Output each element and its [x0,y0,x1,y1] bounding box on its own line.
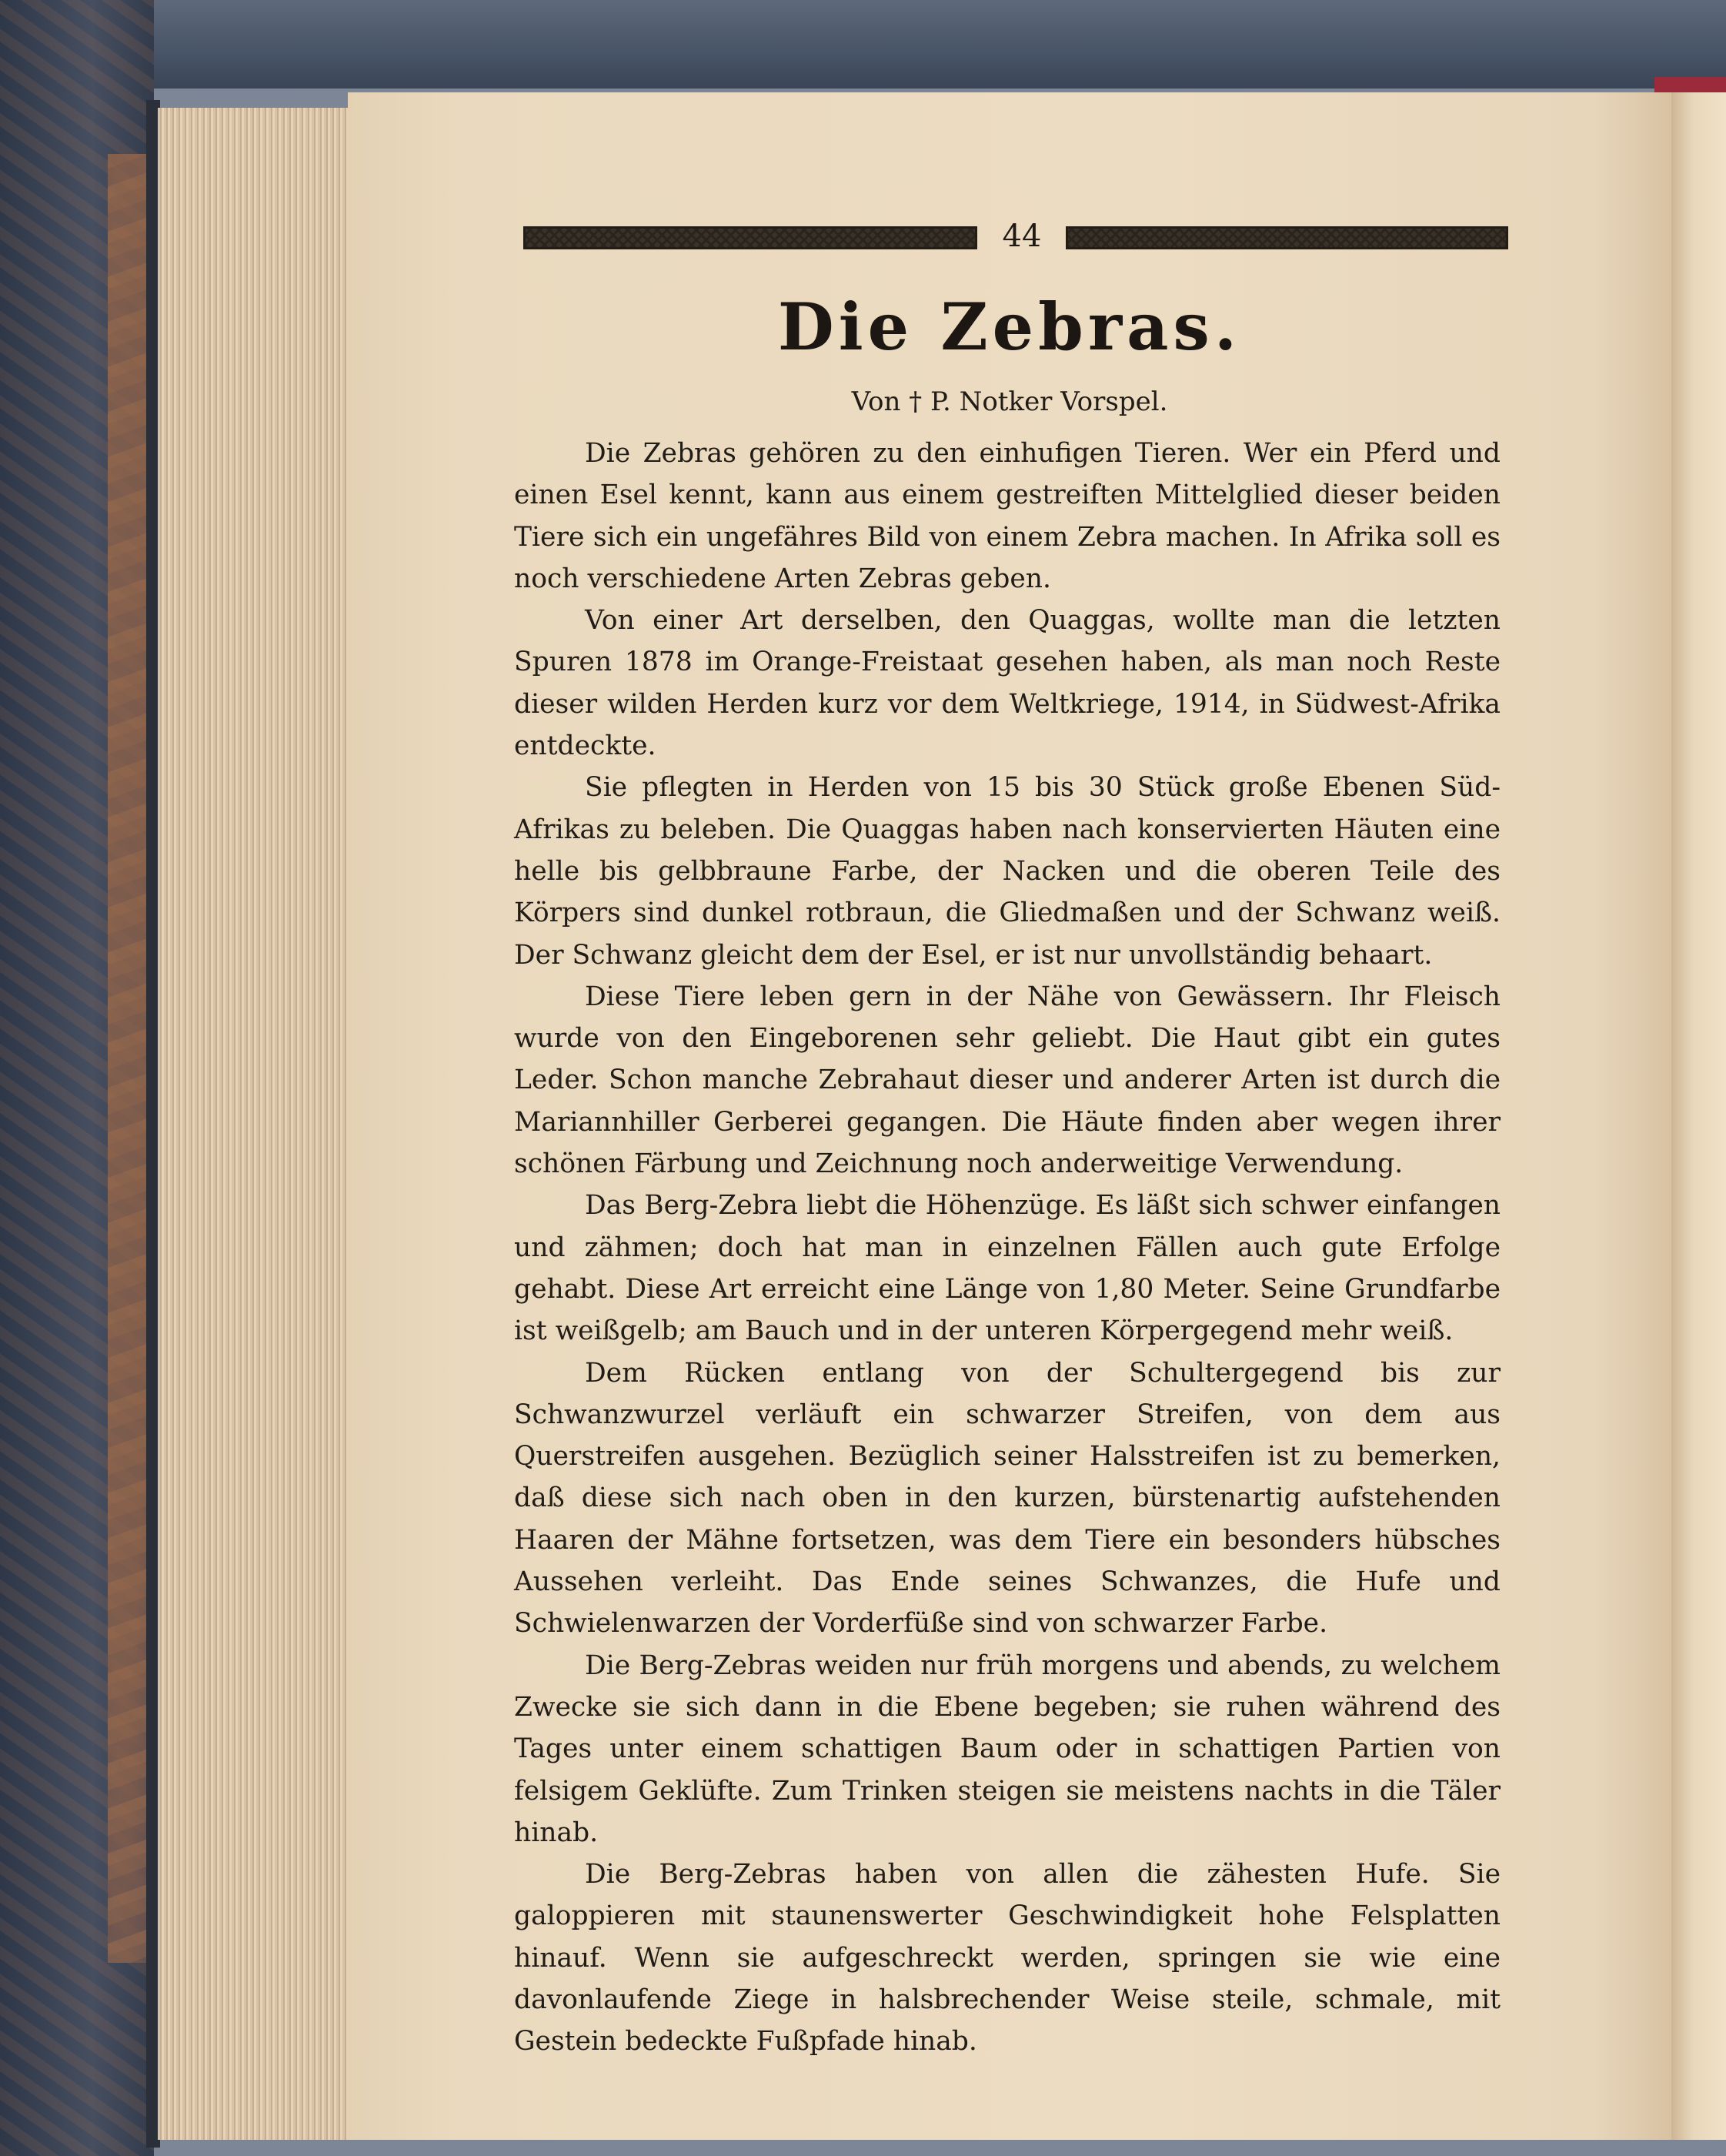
page-number: 44 [1002,219,1042,254]
paragraph-1: Die Zebras gehören zu den einhufigen Tieren. Wer ein Pferd und einen Esel kennt, kann aus einem gestreiften Mittelglied dieser beiden Tiere sich ein ungefähres Bild von einem Zebra machen. In Afrika soll es noch verschiedene Arten Zebras geben. [514,438,1501,594]
paragraph-5: Das Berg-Zebra liebt die Höhenzüge. Es läßt sich schwer einfangen und zähmen; doch hat man in einzelnen Fällen auch gute Erfolge gehabt. Diese Art erreicht eine Länge von 1,80 Meter. Seine Grundfarbe ist weißgelb; am Bauch und in der unteren Körpergegend mehr weiß. [514,1190,1501,1347]
facing-page-edge [1671,92,1726,2140]
article-byline: Von † P. Notker Vorspel. [851,386,1168,417]
ornament-rule-right [1066,226,1508,249]
paragraph-8: Die Berg-Zebras haben von allen die zähesten Hufe. Sie galoppieren mit staunenswerter Geschwindigkeit hohe Felsplatten hinauf. Wenn sie aufgeschreckt werden, springen sie wie eine davonlaufende Ziege in halsbrechender Weise steile, schmale, mit Gestein bedeckte Fußpfade hinab. [514,1859,1501,2057]
page-header [523,220,1508,259]
paragraph-4: Diese Tiere leben gern in der Nähe von Gewässern. Ihr Fleisch wurde von den Eingeborenen sehr geliebt. Die Haut gibt ein gutes Leder. Schon manche Zebrahaut dieser und anderer Arten ist durch die Mariannhiller Gerberei gegangen. Die Häute finden aber wegen ihrer schönen Färbung und Zeichnung noch anderweitige Verwendung. [514,981,1501,1180]
book-cover-top [0,0,1726,89]
paragraph-6: Dem Rücken entlang von der Schultergegend bis zur Schwanzwurzel verläuft ein schwarzer Streifen, von dem aus Querstreifen ausgehen. Bezüglich seiner Halsstreifen ist zu bemerken, daß diese sich nach oben in den kurzen, bürstenartig aufstehenden Haaren der Mähne fortsetzen, was dem Tiere ein besonders hübsches Aussehen verleiht. Das Ende seines Schwanzes, die Hufe und Schwielenwarzen der Vorderfüße sind von schwarzer Farbe. [514,1357,1501,1640]
paragraph-3: Sie pflegten in Herden von 15 bis 30 Stück große Ebenen Süd-Afrikas zu beleben. Die Quaggas haben nach konservierten Häuten eine helle bis gelbbraune Farbe, der Nacken und die oberen Teile des Körpers sind dunkel rotbraun, die Gliedmaßen und der Schwanz weiß. Der Schwanz gleicht dem der Esel, er ist nur unvollständig behaart. [514,772,1501,971]
paragraph-7: Die Berg-Zebras weiden nur früh morgens und abends, zu welchem Zwecke sie sich dann in die Ebene begeben; sie ruhen während des Tages unter einem schattigen Baum oder in schattigen Partien von felsigem Geklüfte. Zum Trinken steigen sie meistens nachts in die Täler hinab. [514,1650,1501,1848]
paragraph-2: Von einer Art derselben, den Quaggas, wollte man die letzten Spuren 1878 im Orange-Freistaat gesehen haben, als man noch Reste dieser wilden Herden kurz vor dem Weltkriege, 1914, in Südwest-Afrika entdeckte. [514,605,1501,762]
page-stack-edges [158,108,352,2140]
ornament-rule-left [523,226,977,249]
article-title: Die Zebras. [777,289,1242,365]
article-body [514,433,1501,2063]
